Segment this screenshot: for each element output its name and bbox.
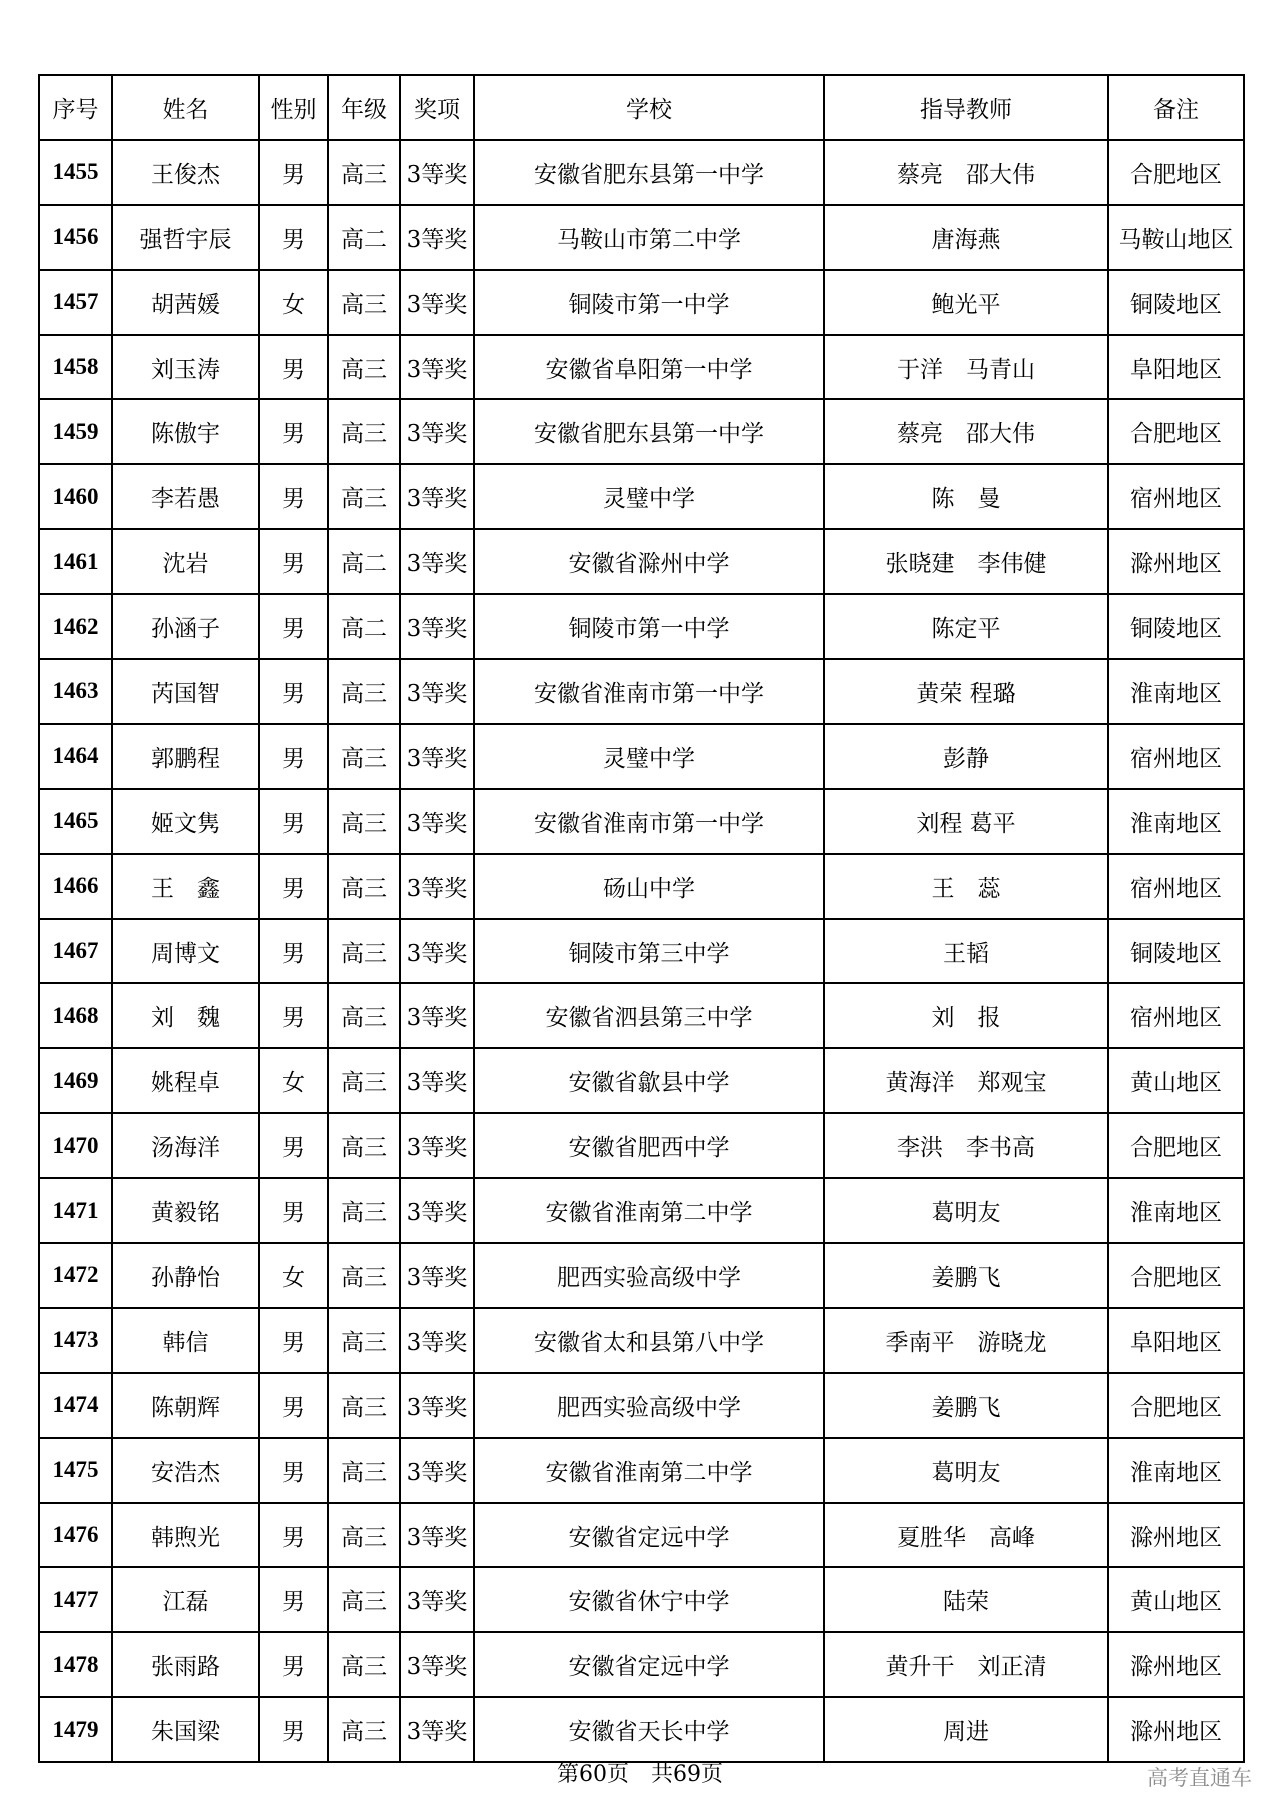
table-row (39, 1632, 1244, 1697)
cell-name: 孙静怡 (112, 1243, 259, 1308)
cell-remark: 合肥地区 (1108, 1373, 1244, 1438)
cell-remark: 铜陵地区 (1108, 919, 1244, 984)
cell-teacher: 刘 报 (824, 983, 1108, 1048)
cell-award: 3等奖 (400, 1048, 474, 1113)
header-award: 奖项 (400, 75, 474, 140)
cell-index: 1460 (39, 464, 112, 529)
cell-school: 灵璧中学 (474, 464, 824, 529)
cell-index: 1468 (39, 983, 112, 1048)
cell-name: 芮国智 (112, 659, 259, 724)
cell-school: 安徽省休宁中学 (474, 1567, 824, 1632)
cell-award: 3等奖 (400, 529, 474, 594)
cell-grade: 高三 (328, 1503, 400, 1568)
cell-name: 韩煦光 (112, 1503, 259, 1568)
cell-grade: 高二 (328, 529, 400, 594)
cell-school: 安徽省滁州中学 (474, 529, 824, 594)
results-table (38, 74, 1245, 1763)
cell-teacher: 蔡亮 邵大伟 (824, 399, 1108, 464)
cell-remark: 淮南地区 (1108, 1438, 1244, 1503)
cell-grade: 高三 (328, 1697, 400, 1762)
cell-school: 安徽省歙县中学 (474, 1048, 824, 1113)
cell-index: 1473 (39, 1308, 112, 1373)
cell-grade: 高三 (328, 919, 400, 984)
cell-award: 3等奖 (400, 789, 474, 854)
cell-teacher: 于洋 马青山 (824, 335, 1108, 400)
cell-remark: 合肥地区 (1108, 1113, 1244, 1178)
table-row (39, 919, 1244, 984)
cell-school: 铜陵市第一中学 (474, 270, 824, 335)
cell-index: 1477 (39, 1567, 112, 1632)
cell-gender: 女 (259, 1048, 328, 1113)
header-index: 序号 (39, 75, 112, 140)
cell-school: 肥西实验高级中学 (474, 1243, 824, 1308)
table-row (39, 335, 1244, 400)
cell-index: 1474 (39, 1373, 112, 1438)
cell-school: 安徽省定远中学 (474, 1503, 824, 1568)
cell-index: 1475 (39, 1438, 112, 1503)
cell-school: 安徽省淮南第二中学 (474, 1438, 824, 1503)
cell-award: 3等奖 (400, 1308, 474, 1373)
cell-gender: 男 (259, 140, 328, 205)
cell-remark: 淮南地区 (1108, 659, 1244, 724)
table-row (39, 1178, 1244, 1243)
cell-name: 安浩杰 (112, 1438, 259, 1503)
table-row (39, 270, 1244, 335)
cell-gender: 男 (259, 594, 328, 659)
cell-school: 安徽省阜阳第一中学 (474, 335, 824, 400)
cell-gender: 男 (259, 1697, 328, 1762)
cell-grade: 高三 (328, 1178, 400, 1243)
cell-index: 1472 (39, 1243, 112, 1308)
cell-award: 3等奖 (400, 270, 474, 335)
cell-name: 李若愚 (112, 464, 259, 529)
cell-teacher: 葛明友 (824, 1438, 1108, 1503)
cell-grade: 高三 (328, 140, 400, 205)
cell-index: 1476 (39, 1503, 112, 1568)
cell-name: 张雨路 (112, 1632, 259, 1697)
cell-school: 安徽省泗县第三中学 (474, 983, 824, 1048)
cell-gender: 男 (259, 464, 328, 529)
cell-school: 马鞍山市第二中学 (474, 205, 824, 270)
cell-gender: 男 (259, 1503, 328, 1568)
cell-name: 王 鑫 (112, 854, 259, 919)
table-row (39, 529, 1244, 594)
cell-index: 1465 (39, 789, 112, 854)
table-row (39, 399, 1244, 464)
cell-teacher: 陈 曼 (824, 464, 1108, 529)
table-row (39, 1048, 1244, 1113)
cell-gender: 男 (259, 854, 328, 919)
table-row (39, 1243, 1244, 1308)
header-gender: 性别 (259, 75, 328, 140)
cell-teacher: 姜鹏飞 (824, 1373, 1108, 1438)
table-row (39, 1308, 1244, 1373)
cell-grade: 高三 (328, 983, 400, 1048)
table-row (39, 1373, 1244, 1438)
header-school: 学校 (474, 75, 824, 140)
table-row (39, 659, 1244, 724)
cell-award: 3等奖 (400, 1373, 474, 1438)
cell-remark: 宿州地区 (1108, 983, 1244, 1048)
cell-school: 铜陵市第三中学 (474, 919, 824, 984)
cell-name: 王俊杰 (112, 140, 259, 205)
cell-teacher: 张晓建 李伟健 (824, 529, 1108, 594)
cell-index: 1457 (39, 270, 112, 335)
cell-grade: 高三 (328, 1048, 400, 1113)
cell-name: 朱国梁 (112, 1697, 259, 1762)
cell-index: 1470 (39, 1113, 112, 1178)
cell-remark: 阜阳地区 (1108, 335, 1244, 400)
cell-award: 3等奖 (400, 659, 474, 724)
cell-award: 3等奖 (400, 1697, 474, 1762)
cell-award: 3等奖 (400, 205, 474, 270)
cell-teacher: 夏胜华 高峰 (824, 1503, 1108, 1568)
cell-award: 3等奖 (400, 854, 474, 919)
cell-teacher: 鲍光平 (824, 270, 1108, 335)
cell-remark: 黄山地区 (1108, 1048, 1244, 1113)
cell-grade: 高三 (328, 335, 400, 400)
cell-grade: 高三 (328, 1373, 400, 1438)
cell-gender: 女 (259, 270, 328, 335)
cell-award: 3等奖 (400, 594, 474, 659)
cell-name: 沈岩 (112, 529, 259, 594)
cell-award: 3等奖 (400, 1113, 474, 1178)
cell-teacher: 黄海洋 郑观宝 (824, 1048, 1108, 1113)
table-row (39, 724, 1244, 789)
table-row (39, 789, 1244, 854)
cell-index: 1478 (39, 1632, 112, 1697)
cell-teacher: 蔡亮 邵大伟 (824, 140, 1108, 205)
cell-index: 1469 (39, 1048, 112, 1113)
table-row (39, 205, 1244, 270)
cell-school: 安徽省肥西中学 (474, 1113, 824, 1178)
header-remark: 备注 (1108, 75, 1244, 140)
cell-remark: 马鞍山地区 (1108, 205, 1244, 270)
cell-index: 1463 (39, 659, 112, 724)
cell-teacher: 黄升干 刘正清 (824, 1632, 1108, 1697)
cell-grade: 高三 (328, 659, 400, 724)
cell-remark: 黄山地区 (1108, 1567, 1244, 1632)
cell-award: 3等奖 (400, 1567, 474, 1632)
table-row (39, 1697, 1244, 1762)
cell-teacher: 王韬 (824, 919, 1108, 984)
cell-name: 汤海洋 (112, 1113, 259, 1178)
cell-name: 胡茜媛 (112, 270, 259, 335)
cell-teacher: 周进 (824, 1697, 1108, 1762)
cell-grade: 高三 (328, 270, 400, 335)
cell-name: 姬文隽 (112, 789, 259, 854)
cell-grade: 高二 (328, 594, 400, 659)
cell-remark: 合肥地区 (1108, 399, 1244, 464)
cell-index: 1464 (39, 724, 112, 789)
cell-remark: 合肥地区 (1108, 140, 1244, 205)
cell-grade: 高三 (328, 724, 400, 789)
cell-remark: 滁州地区 (1108, 1632, 1244, 1697)
cell-index: 1471 (39, 1178, 112, 1243)
cell-award: 3等奖 (400, 1632, 474, 1697)
table-row (39, 1567, 1244, 1632)
cell-remark: 淮南地区 (1108, 1178, 1244, 1243)
cell-grade: 高三 (328, 789, 400, 854)
cell-gender: 男 (259, 1632, 328, 1697)
table-row (39, 983, 1244, 1048)
cell-remark: 滁州地区 (1108, 1697, 1244, 1762)
cell-index: 1479 (39, 1697, 112, 1762)
table-row (39, 1113, 1244, 1178)
cell-remark: 宿州地区 (1108, 464, 1244, 529)
cell-name: 韩信 (112, 1308, 259, 1373)
table-row (39, 140, 1244, 205)
cell-teacher: 姜鹏飞 (824, 1243, 1108, 1308)
cell-school: 安徽省淮南市第一中学 (474, 659, 824, 724)
cell-name: 黄毅铭 (112, 1178, 259, 1243)
cell-gender: 男 (259, 1308, 328, 1373)
table-row (39, 464, 1244, 529)
cell-name: 姚程卓 (112, 1048, 259, 1113)
cell-index: 1467 (39, 919, 112, 984)
cell-gender: 男 (259, 919, 328, 984)
cell-award: 3等奖 (400, 724, 474, 789)
cell-school: 安徽省定远中学 (474, 1632, 824, 1697)
cell-teacher: 葛明友 (824, 1178, 1108, 1243)
cell-gender: 男 (259, 1113, 328, 1178)
cell-school: 肥西实验高级中学 (474, 1373, 824, 1438)
cell-teacher: 季南平 游晓龙 (824, 1308, 1108, 1373)
cell-remark: 宿州地区 (1108, 854, 1244, 919)
cell-name: 强哲宇辰 (112, 205, 259, 270)
cell-gender: 男 (259, 724, 328, 789)
cell-index: 1461 (39, 529, 112, 594)
cell-school: 安徽省肥东县第一中学 (474, 399, 824, 464)
results-table-wrapper (38, 74, 1243, 1763)
cell-grade: 高三 (328, 1243, 400, 1308)
cell-name: 陈傲宇 (112, 399, 259, 464)
cell-gender: 男 (259, 1567, 328, 1632)
cell-award: 3等奖 (400, 1178, 474, 1243)
cell-school: 安徽省淮南第二中学 (474, 1178, 824, 1243)
cell-teacher: 陈定平 (824, 594, 1108, 659)
cell-award: 3等奖 (400, 1503, 474, 1568)
cell-award: 3等奖 (400, 335, 474, 400)
cell-gender: 男 (259, 1438, 328, 1503)
cell-grade: 高三 (328, 1113, 400, 1178)
cell-remark: 铜陵地区 (1108, 594, 1244, 659)
cell-remark: 宿州地区 (1108, 724, 1244, 789)
cell-award: 3等奖 (400, 399, 474, 464)
cell-name: 刘玉涛 (112, 335, 259, 400)
cell-school: 铜陵市第一中学 (474, 594, 824, 659)
cell-name: 刘 魏 (112, 983, 259, 1048)
cell-school: 安徽省天长中学 (474, 1697, 824, 1762)
cell-award: 3等奖 (400, 919, 474, 984)
table-header-row (39, 75, 1244, 140)
cell-name: 孙涵子 (112, 594, 259, 659)
cell-school: 砀山中学 (474, 854, 824, 919)
cell-remark: 滁州地区 (1108, 1503, 1244, 1568)
cell-index: 1462 (39, 594, 112, 659)
cell-gender: 男 (259, 1178, 328, 1243)
cell-index: 1455 (39, 140, 112, 205)
cell-grade: 高三 (328, 1308, 400, 1373)
cell-remark: 淮南地区 (1108, 789, 1244, 854)
cell-remark: 阜阳地区 (1108, 1308, 1244, 1373)
cell-name: 江磊 (112, 1567, 259, 1632)
table-row (39, 854, 1244, 919)
cell-index: 1459 (39, 399, 112, 464)
cell-index: 1456 (39, 205, 112, 270)
cell-grade: 高二 (328, 205, 400, 270)
cell-grade: 高三 (328, 1438, 400, 1503)
table-row (39, 594, 1244, 659)
cell-gender: 男 (259, 335, 328, 400)
table-body (39, 140, 1244, 1762)
cell-gender: 男 (259, 205, 328, 270)
cell-grade: 高三 (328, 464, 400, 529)
cell-award: 3等奖 (400, 1438, 474, 1503)
cell-teacher: 刘程 葛平 (824, 789, 1108, 854)
cell-award: 3等奖 (400, 140, 474, 205)
cell-gender: 男 (259, 529, 328, 594)
cell-gender: 男 (259, 1373, 328, 1438)
cell-teacher: 李洪 李书高 (824, 1113, 1108, 1178)
cell-teacher: 陆荣 (824, 1567, 1108, 1632)
cell-gender: 男 (259, 983, 328, 1048)
table-row (39, 1503, 1244, 1568)
header-grade: 年级 (328, 75, 400, 140)
cell-index: 1466 (39, 854, 112, 919)
cell-school: 安徽省太和县第八中学 (474, 1308, 824, 1373)
cell-name: 周博文 (112, 919, 259, 984)
cell-grade: 高三 (328, 854, 400, 919)
cell-gender: 男 (259, 789, 328, 854)
cell-school: 安徽省淮南市第一中学 (474, 789, 824, 854)
cell-school: 安徽省肥东县第一中学 (474, 140, 824, 205)
cell-award: 3等奖 (400, 1243, 474, 1308)
cell-teacher: 彭静 (824, 724, 1108, 789)
cell-teacher: 唐海燕 (824, 205, 1108, 270)
cell-grade: 高三 (328, 1632, 400, 1697)
table-row (39, 1438, 1244, 1503)
cell-teacher: 王 蕊 (824, 854, 1108, 919)
cell-index: 1458 (39, 335, 112, 400)
header-name: 姓名 (112, 75, 259, 140)
cell-remark: 滁州地区 (1108, 529, 1244, 594)
page-number: 第60页 共69页 (557, 1762, 723, 1787)
cell-gender: 女 (259, 1243, 328, 1308)
cell-remark: 铜陵地区 (1108, 270, 1244, 335)
cell-name: 陈朝辉 (112, 1373, 259, 1438)
cell-award: 3等奖 (400, 464, 474, 529)
header-teacher: 指导教师 (824, 75, 1108, 140)
cell-grade: 高三 (328, 399, 400, 464)
cell-gender: 男 (259, 399, 328, 464)
cell-award: 3等奖 (400, 983, 474, 1048)
cell-school: 灵璧中学 (474, 724, 824, 789)
cell-teacher: 黄荣 程璐 (824, 659, 1108, 724)
cell-remark: 合肥地区 (1108, 1243, 1244, 1308)
cell-grade: 高三 (328, 1567, 400, 1632)
watermark: 高考直通车 (1147, 1766, 1252, 1790)
cell-gender: 男 (259, 659, 328, 724)
cell-name: 郭鹏程 (112, 724, 259, 789)
